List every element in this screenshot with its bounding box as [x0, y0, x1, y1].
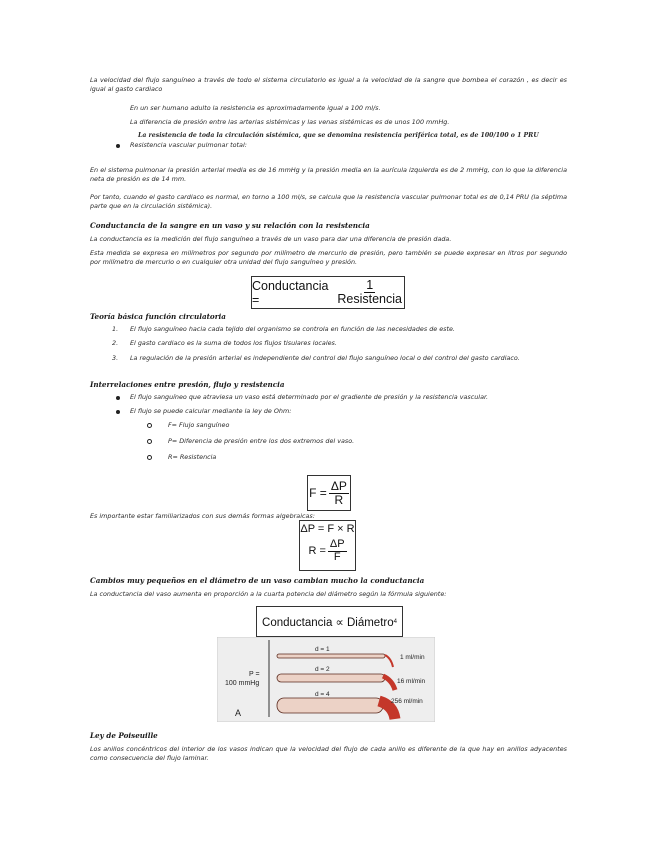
- heading-interrelations: Interrelaciones entre presión, flujo y resistencia: [90, 380, 285, 389]
- sub-bullet-icon: [147, 455, 152, 460]
- theory-item-number: 3.: [112, 354, 119, 362]
- theory-item-text: El flujo sanguíneo hacia cada tejido del organismo se controla en función de las necesidades de este.: [130, 325, 455, 333]
- vessel-flow-label: 1 ml/min: [400, 654, 425, 661]
- vessel-diameter-figure: [217, 637, 435, 722]
- intro-bullet-pulmonary: Resistencia vascular pulmonar total:: [130, 141, 247, 149]
- sub-bullet-icon: [147, 439, 152, 444]
- formula-resistance-fraction: [328, 539, 347, 563]
- bullet-icon: [116, 144, 120, 148]
- conductance-fraction: [335, 279, 404, 306]
- vessel-diameter-label: d = 1: [315, 646, 330, 653]
- intro-line-total-resistance: La resistencia de toda la circulación sistémica, que se denomina resistencia periférica total, es de 100/100 o 1 PRU: [138, 132, 539, 139]
- conductance-definition: La conductancia es la medición del flujo sanguíneo a través de un vaso para dar una diferencia de presión dada.: [90, 235, 452, 243]
- formula-flow-left: F =: [309, 486, 327, 500]
- intro-paragraph-pru: Por tanto, cuando el gasto cardiaco es normal, en torno a 100 ml/s, se calcula que la resistencia vascular pulmonar total es de 0,14 PRU (la séptima parte que en la circulación sistémica).: [90, 193, 567, 210]
- formula-resistance-numerator: ΔP: [329, 538, 345, 550]
- theory-item-number: 2.: [112, 339, 119, 347]
- poiseuille-paragraph: Los anillos concéntricos del interior de los vasos indican que la velocidad del flujo de cada anillo es diferente de la que hay en anillos adyacentes como consecuencia del flujo laminar.: [90, 745, 567, 762]
- interrelations-bullet-ohm: El flujo se puede calcular mediante la ley de Ohm:: [130, 407, 292, 415]
- bullet-icon: [116, 410, 120, 414]
- heading-poiseuille: Ley de Poiseuille: [90, 731, 158, 740]
- formula-pressure: ΔP = F × R: [300, 520, 355, 537]
- diameter-formula-text: Conductancia ∝ Diámetro: [262, 616, 394, 629]
- diameter-formula-exponent: 4: [393, 618, 397, 625]
- conductance-units: Esta medida se expresa en milímetros por segundo por milímetro de mercurio de presión, pero también se puede expresar en litros por segundo por milímetro de mercurio o en cualquier otra unidad del flujo sanguíneo y presión.: [90, 249, 567, 266]
- ohm-variable-resistance: R= Resistencia: [168, 453, 217, 461]
- conductance-numerator: 1: [366, 277, 374, 292]
- theory-item-text: La regulación de la presión arterial es independiente del control del flujo sanguíneo local o del control del gasto cardiaco.: [130, 354, 520, 362]
- intro-line-resistance: En un ser humano adulto la resistencia es aproximadamente igual a 100 ml/s.: [130, 104, 381, 112]
- conductance-formula: [251, 276, 405, 309]
- intro-paragraph-pulmonary: En el sistema pulmonar la presión arterial media es de 16 mmHg y la presión media en la aurícula izquierda es de 2 mmHg, con lo que la diferencia neta de presión es de 14 mm.: [90, 166, 567, 183]
- intro-line-pressure: La diferencia de presión entre las arterias sistémicas y las venas sistémicas es de unos 100 mmHg.: [130, 118, 450, 126]
- algebraic-forms-note: Es importante estar familiarizados con sus demás formas algebraicas:: [90, 512, 315, 520]
- bullet-icon: [116, 396, 120, 400]
- conductance-formula-left: Conductancia =: [252, 278, 329, 307]
- diameter-paragraph: La conductancia del vaso aumenta en proporción a la cuarta potencia del diámetro según la fórmula siguiente:: [90, 590, 447, 598]
- intro-paragraph: La velocidad del flujo sanguíneo a través de todo el sistema circulatorio es igual a la velocidad de la sangre que bombea el corazón , es decir es igual al gasto cardiaco: [90, 76, 567, 93]
- vessel-flow-label: 256 ml/min: [391, 698, 423, 705]
- formula-resistance-left: R =: [308, 545, 326, 558]
- theory-item-number: 1.: [112, 325, 119, 333]
- heading-conductance: Conductancia de la sangre en un vaso y su relación con la resistencia: [90, 221, 370, 230]
- theory-item-text: El gasto cardiaco es la suma de todos los flujos tisulares locales.: [130, 339, 337, 347]
- pressure-label: P =: [249, 671, 260, 678]
- diameter-formula: [256, 606, 403, 637]
- heading-diameter: Cambios muy pequeños en el diámetro de un vaso cambian mucho la conductancia: [90, 576, 425, 585]
- formula-resistance-denominator: F: [333, 550, 341, 563]
- ohm-formula-flow: [307, 475, 351, 511]
- vessel-diameter-label: d = 2: [315, 666, 330, 673]
- vessel-diameter-label: d = 4: [315, 691, 330, 698]
- formula-flow-denominator: R: [334, 492, 344, 507]
- formula-flow-numerator: ΔP: [330, 478, 347, 493]
- vessel-tube: [277, 654, 385, 658]
- vessel-flow-label: 16 ml/min: [397, 678, 426, 685]
- ohm-variable-flow: F= Flujo sanguíneo: [168, 421, 230, 429]
- vessel-tube: [277, 674, 385, 682]
- vessel-tube: [277, 698, 383, 713]
- heading-theory: Teoría básica función circulatoria: [90, 312, 226, 321]
- ohm-variable-pressure: P= Diferencia de presión entre los dos extremos del vaso.: [168, 437, 355, 445]
- pressure-value: 100 mmHg: [225, 680, 260, 687]
- formula-flow-fraction: [329, 480, 349, 506]
- ohm-formulas-algebraic: [299, 520, 356, 571]
- conductance-denominator: Resistencia: [337, 292, 402, 306]
- figure-panel-letter: A: [235, 708, 242, 718]
- sub-bullet-icon: [147, 423, 152, 428]
- interrelations-bullet-gradient: El flujo sanguíneo que atraviesa un vaso está determinado por el gradiente de presión y la resistencia vascular.: [130, 393, 489, 401]
